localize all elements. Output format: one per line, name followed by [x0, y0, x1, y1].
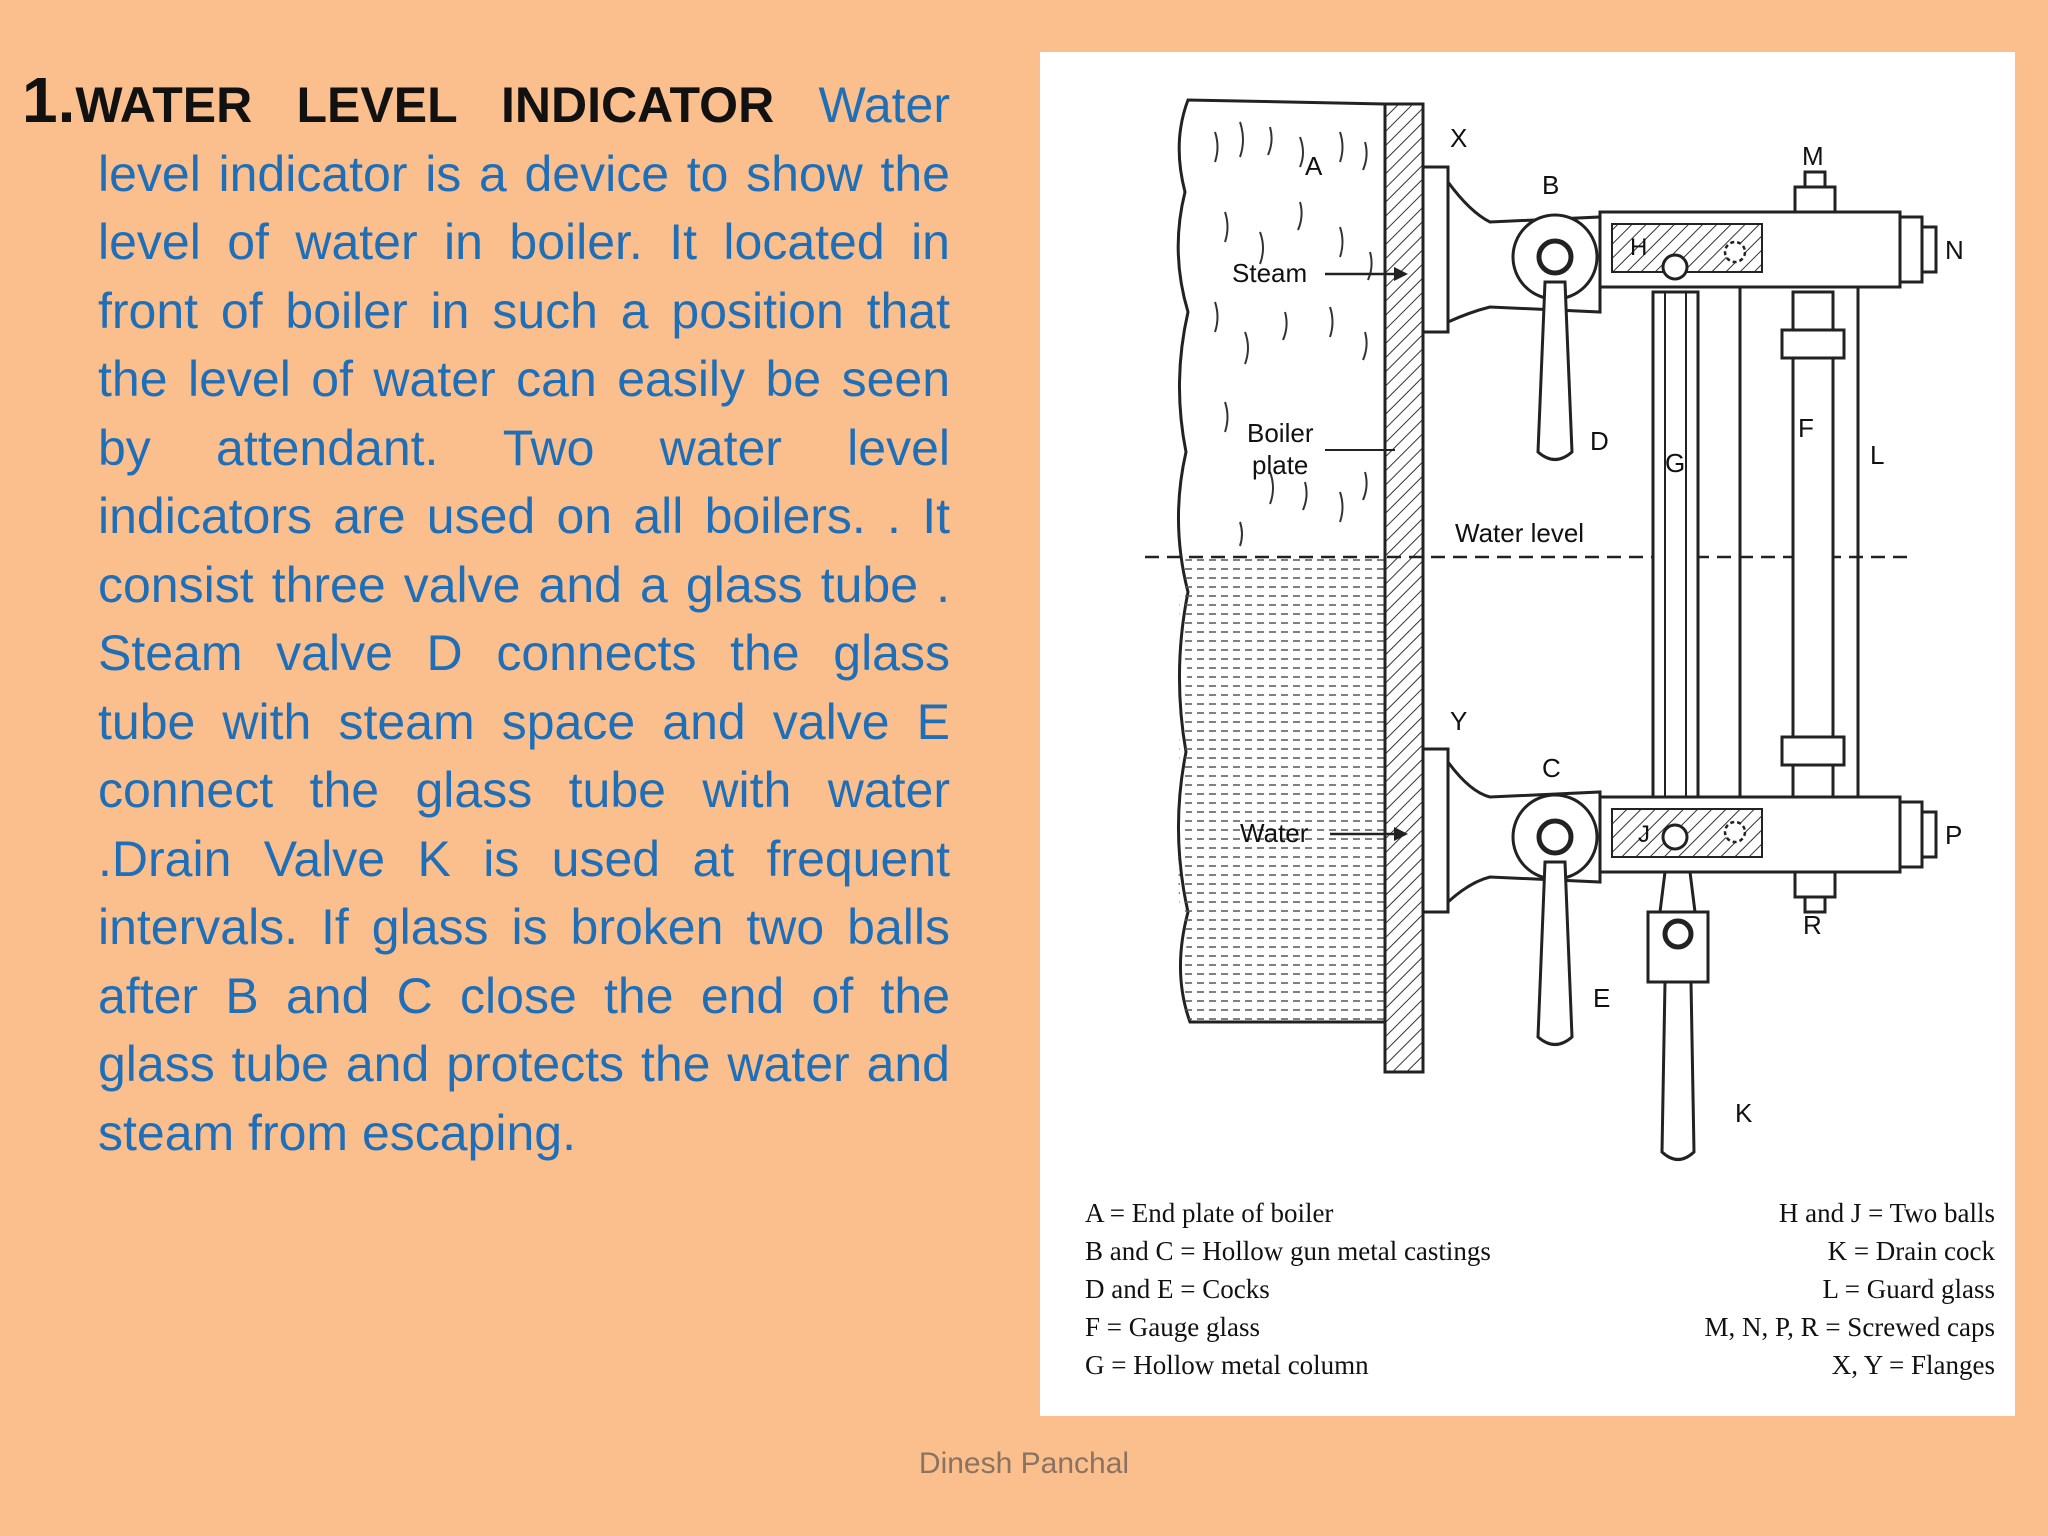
- footer-author: Dinesh Panchal: [918, 1447, 1130, 1480]
- label-d: D: [1590, 426, 1609, 456]
- label-g: G: [1665, 448, 1686, 478]
- label-c: C: [1542, 753, 1561, 783]
- label-water-level: Water level: [1455, 518, 1585, 548]
- lower-ball-seat: [1725, 822, 1745, 842]
- label-r: R: [1803, 910, 1822, 940]
- label-y: Y: [1450, 706, 1468, 736]
- legend-right: [1705, 1198, 1996, 1380]
- glass-nut-lower: [1782, 737, 1844, 765]
- legend-left-item: B and C = Hollow gun metal castings: [1085, 1236, 1491, 1266]
- steam-arrow: [1325, 267, 1408, 281]
- water-level-indicator-diagram: [1040, 52, 2015, 1416]
- cock-e-handle: [1538, 862, 1572, 1045]
- cap-n: [1900, 217, 1922, 282]
- label-b: B: [1542, 170, 1560, 200]
- legend-left-item: A = End plate of boiler: [1085, 1198, 1334, 1228]
- drain-cock-neck: [1660, 872, 1695, 912]
- label-a: A: [1305, 151, 1323, 181]
- valve-d-spindle: [1539, 241, 1571, 273]
- flange-y: [1423, 749, 1448, 912]
- steam-marks: [1215, 122, 1372, 546]
- label-boiler: Boiler: [1247, 418, 1314, 448]
- legend-right-item: M, N, P, R = Screwed caps: [1704, 1312, 1995, 1342]
- drain-cock-k-handle: [1662, 982, 1694, 1160]
- slide-number: 1.: [22, 64, 76, 136]
- slide-title: WATER LEVEL INDICATOR: [75, 77, 775, 133]
- label-steam: Steam: [1232, 258, 1308, 288]
- label-p: P: [1945, 820, 1963, 850]
- legend-right-item: H and J = Two balls: [1778, 1198, 1995, 1228]
- valve-e-spindle: [1539, 821, 1571, 853]
- label-j: J: [1638, 821, 1650, 848]
- ball-j: [1663, 825, 1687, 849]
- label-n: N: [1945, 235, 1964, 265]
- label-h: H: [1630, 234, 1648, 261]
- label-e: E: [1593, 983, 1611, 1013]
- label-plate: plate: [1252, 450, 1309, 480]
- glass-nut-upper: [1782, 330, 1844, 358]
- cap-r: [1795, 872, 1835, 897]
- cap-n-nut: [1922, 227, 1936, 272]
- label-m: M: [1802, 141, 1824, 171]
- legend-left-item: F = Gauge glass: [1085, 1312, 1260, 1342]
- ball-h: [1663, 255, 1687, 279]
- cap-p: [1900, 802, 1922, 867]
- label-l: L: [1870, 440, 1885, 470]
- cap-p-nut: [1922, 812, 1936, 857]
- cock-d-handle: [1538, 282, 1572, 460]
- cap-m: [1795, 187, 1835, 212]
- label-x: X: [1450, 123, 1468, 153]
- legend-left-item: D and E = Cocks: [1085, 1274, 1270, 1304]
- water-region: [1178, 557, 1385, 1022]
- legend-right-item: X, Y = Flanges: [1831, 1350, 1995, 1380]
- slide-body: Water level indicator is a device to show the level of water in boiler. It located in front of boiler in such a position that the level of water can easily be seen by attendant. Two water level indicators are used on all boilers. . It consist three valve and a glass tube . Steam valve D connects the glass tube with steam space and valve E connect the glass tube with water .Drain Valve K is used at frequent intervals. If glass is broken two balls after B and C close the end of the glass tube and protects the water and steam from escaping.: [98, 77, 950, 1161]
- label-f: F: [1798, 413, 1814, 443]
- legend-right-item: K = Drain cock: [1827, 1236, 1995, 1266]
- flange-x: [1423, 167, 1448, 332]
- legend-right-item: L = Guard glass: [1822, 1274, 1995, 1304]
- boiler-plate: [1385, 104, 1423, 1072]
- slide-text: [22, 66, 950, 1167]
- hollow-metal-column-g: [1653, 292, 1698, 832]
- label-k: K: [1735, 1098, 1753, 1128]
- upper-ball-seat: [1725, 242, 1745, 262]
- label-water: Water: [1240, 818, 1309, 848]
- legend-left-item: G = Hollow metal column: [1085, 1350, 1369, 1380]
- drain-cock-spindle: [1665, 921, 1691, 947]
- legend-left: [1085, 1198, 1491, 1380]
- cap-m-top: [1805, 172, 1825, 187]
- diagram-panel: [1040, 52, 2015, 1416]
